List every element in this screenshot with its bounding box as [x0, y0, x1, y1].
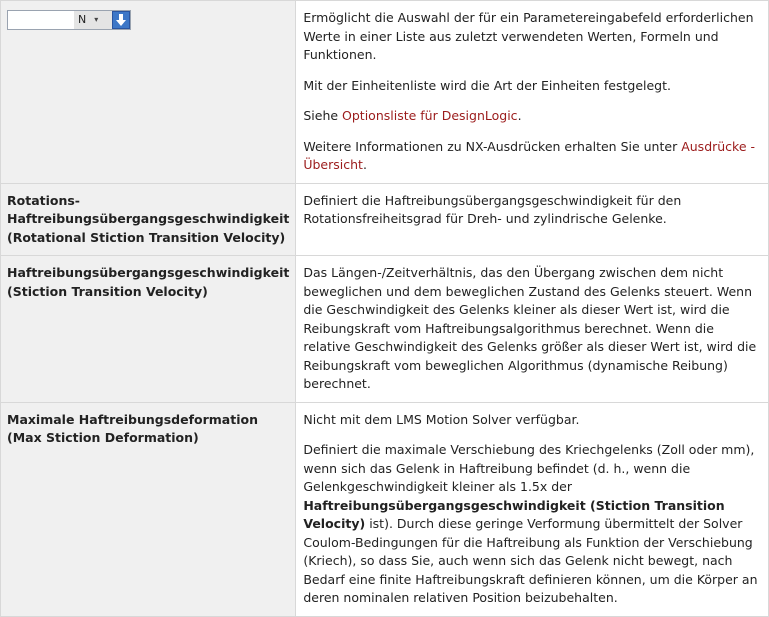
more-info-text: Weitere Informationen zu NX-Ausdrücken erhalten Sie unter Ausdrücke - Übersicht.	[303, 138, 756, 172]
caret-down-icon: ▾	[94, 14, 99, 24]
description-cell	[296, 1, 768, 183]
see-also-text: Siehe Optionsliste für DesignLogic.	[303, 108, 522, 123]
description-text: Definiert die Haftreibungsübergangsgeschwindigkeit für den Rotationsfreiheitsgrad für Dreh- und zylindrische Gelenke.	[303, 192, 682, 226]
unit-dropdown[interactable]	[74, 11, 112, 29]
link-ausdruecke-uebersicht[interactable]: Ausdrücke - Übersicht	[303, 138, 756, 172]
parameter-label: Maximale Haftreibungsdeformation (Max Stiction Deformation)	[1, 403, 295, 616]
description-text: Definiert die maximale Verschiebung des Kriechgelenks (Zoll oder mm), wenn sich das Gelenk in Haftreibung befindet (d. h., wenn die Gelenkgeschwindigkeit kleiner als 1.5x der Haftreibungsübergangsgeschwindigkeit (Stiction Transition Velocity) ist). Durch diese geringe Verformung übermittelt der Solver Coulom-Bedingungen für die Haftreibung als Funktion der Verschiebung (Kriech), so dass Sie, auch wenn sich das Gelenk nicht bewegt, nach Bedarf eine finite Haftreibungskraft definieren können, um die Körper an deren nominalen relativen Position beizubehalten.	[303, 442, 758, 605]
description-text: Nicht mit dem LMS Motion Solver verfügbar.	[303, 411, 580, 427]
parameter-label: Rotations-Haftreibungsübergangsgeschwindigkeit (Rotational Stiction Transition Velocity)	[1, 184, 295, 256]
description-cell	[296, 256, 768, 402]
link-optionsliste[interactable]: Optionsliste für DesignLogic	[342, 108, 518, 123]
description-text: Das Längen-/Zeitverhältnis, das den Übergang zwischen dem nicht beweglichen und dem beweglichen Zustand des Gelenks steuert. Wenn die Geschwindigkeit des Gelenks kleiner als dieser Wert ist, wird die Reibungskraft vom Haftreibungsalgorithmus berechnet. Wenn die relative Geschwindigkeit des Gelenks größer als dieser Wert ist, wird die Reibungskraft vom beweglichen Algorithmus (dynamische Reibung) berechnet.	[303, 265, 757, 391]
widget-cell	[1, 1, 295, 183]
description-text: Ermöglicht die Auswahl der für ein Parametereingabefeld erforderlichen Werte in einer Liste aus zuletzt verwendeten Werten, Formeln und Funktionen.	[303, 10, 754, 62]
description-text: Mit der Einheitenliste wird die Art der Einheiten festgelegt.	[303, 77, 671, 93]
value-input[interactable]	[8, 11, 74, 29]
description-cell	[296, 184, 768, 256]
parameter-label: Haftreibungsübergangsgeschwindigkeit (Stiction Transition Velocity)	[1, 256, 295, 402]
table-row	[1, 1, 768, 183]
unit-label: N	[78, 12, 87, 26]
arrow-down-icon[interactable]	[112, 11, 130, 29]
table-row	[1, 256, 768, 402]
bold-term: Haftreibungsübergangsgeschwindigkeit (Stiction Transition Velocity)	[303, 497, 725, 531]
table-row	[1, 184, 768, 256]
expression-input-widget	[7, 10, 131, 30]
